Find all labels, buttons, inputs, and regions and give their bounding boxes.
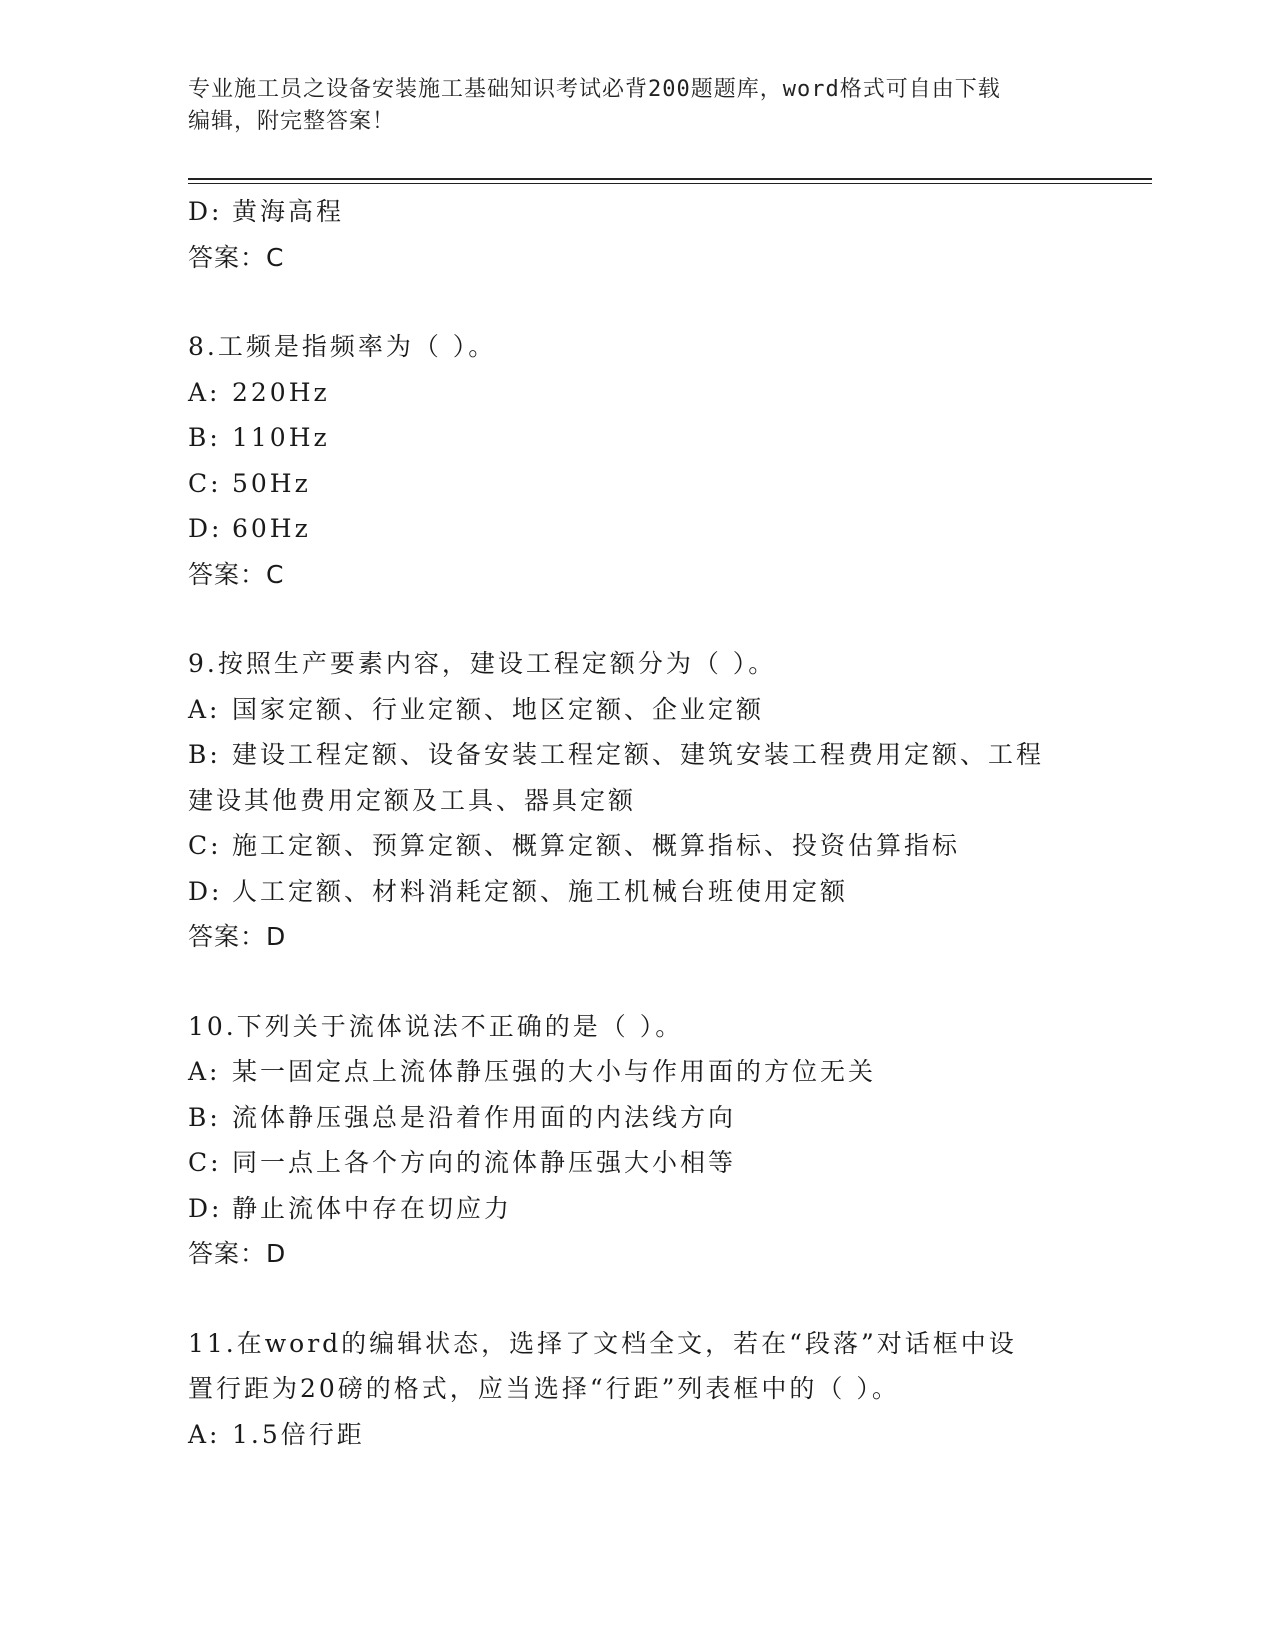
option-label: C: (188, 468, 222, 498)
answer-line: 答案：C (188, 559, 285, 589)
option-text: 施工定额、预算定额、概算定额、概算指标、投资估算指标 (232, 831, 961, 860)
option-text: 220Hz (232, 377, 330, 407)
option-line (188, 189, 1088, 235)
option-text: 某一固定点上流体静压强的大小与作用面的方位无关 (232, 1057, 877, 1086)
option-text: 1.5倍行距 (232, 1419, 365, 1449)
option-line (188, 732, 1088, 778)
page-header (188, 74, 1068, 138)
option-line (188, 1140, 1088, 1186)
option-text: 50Hz (232, 468, 311, 498)
question-block-9 (188, 641, 1088, 960)
option-text: 建设工程定额、设备安装工程定额、建筑安装工程费用定额、工程 (232, 740, 1045, 769)
header-line-2: 编辑，附完整答案！ (188, 109, 396, 134)
header-divider-thick (188, 178, 1152, 180)
option-text: 国家定额、行业定额、地区定额、企业定额 (232, 694, 765, 724)
option-line (188, 869, 1088, 915)
option-line (188, 1049, 1088, 1095)
option-label: B: (188, 740, 221, 769)
option-text: 60Hz (232, 514, 311, 543)
option-label: A: (188, 1057, 221, 1086)
option-text: 人工定额、材料消耗定额、施工机械台班使用定额 (232, 876, 849, 906)
option-line (188, 461, 1088, 507)
option-label: C: (188, 1148, 222, 1177)
question-content (188, 189, 1088, 1457)
option-line (188, 370, 1088, 416)
question-block-10 (188, 1004, 1088, 1277)
question-text: 10.下列关于流体说法不正确的是（ ）。 (188, 1011, 684, 1041)
header-line-1: 专业施工员之设备安装施工基础知识考试必背200题题库，word格式可自由下载 (188, 77, 1001, 102)
option-line (188, 1095, 1088, 1141)
option-text: 流体静压强总是沿着作用面的内法线方向 (232, 1102, 737, 1132)
question-text: 8.工频是指频率为（ ）。 (188, 332, 497, 361)
block-spacer (188, 1277, 1088, 1321)
question-text-continuation: 置行距为20磅的格式，应当选择“行距”列表框中的（ ）。 (188, 1374, 900, 1403)
option-text: 静止流体中存在切应力 (232, 1193, 513, 1223)
option-line (188, 1186, 1088, 1232)
question-text: 9.按照生产要素内容，建设工程定额分为（ ）。 (188, 649, 777, 678)
option-label: C: (188, 831, 222, 860)
option-text: 110Hz (232, 423, 330, 452)
question-text: 11.在word的编辑状态，选择了文档全文，若在“段落”对话框中设 (188, 1328, 1017, 1358)
answer-line: 答案：D (188, 922, 287, 951)
option-label: D: (188, 1193, 223, 1223)
option-label: D: (188, 197, 223, 226)
option-line (188, 506, 1088, 552)
option-label: B: (188, 423, 221, 452)
option-text: 同一点上各个方向的流体静压强大小相等 (232, 1148, 737, 1177)
option-label: D: (188, 514, 223, 543)
option-continuation: 建设其他费用定额及工具、器具定额 (188, 785, 637, 815)
question-block-8 (188, 324, 1088, 597)
answer-line: 答案：D (188, 1239, 287, 1268)
option-line (188, 823, 1088, 869)
option-text: 黄海高程 (232, 197, 345, 226)
option-label: D: (188, 876, 223, 906)
option-label: A: (188, 377, 221, 407)
option-label: B: (188, 1102, 221, 1132)
block-spacer (188, 280, 1088, 324)
header-divider-thin (188, 183, 1152, 184)
question-block-7-tail (188, 189, 1088, 280)
block-spacer (188, 960, 1088, 1004)
option-line (188, 415, 1088, 461)
option-label: A: (188, 694, 221, 724)
option-label: A: (188, 1419, 221, 1449)
option-line (188, 687, 1088, 733)
question-block-11 (188, 1321, 1088, 1458)
option-line (188, 1412, 1088, 1458)
block-spacer (188, 597, 1088, 641)
answer-line: 答案：C (188, 242, 285, 272)
